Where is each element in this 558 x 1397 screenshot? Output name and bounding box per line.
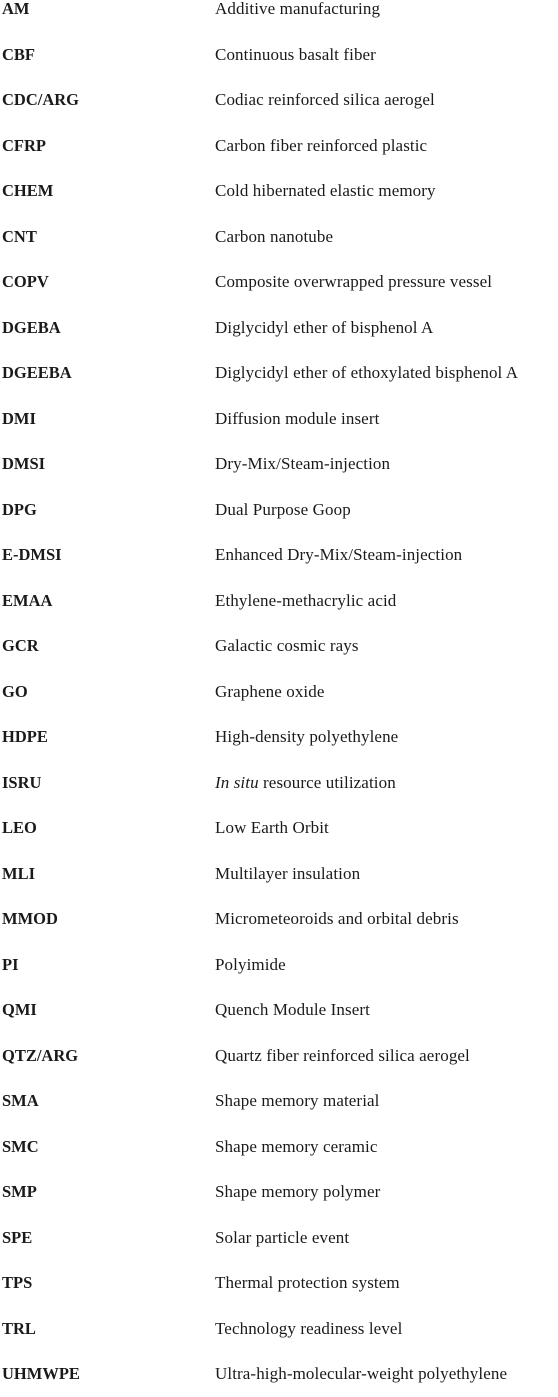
abbreviation-row xyxy=(0,1124,558,1170)
abbreviation-definition: Dual Purpose Goop xyxy=(215,499,351,519)
abbreviation-row xyxy=(0,896,558,942)
abbreviation-row xyxy=(0,532,558,578)
abbreviation-definition xyxy=(215,773,396,793)
abbreviation-definition: Galactic cosmic rays xyxy=(215,636,359,655)
abbreviation-term: TRL xyxy=(2,1318,36,1338)
abbreviation-definition: Polyimide xyxy=(215,954,286,974)
abbreviation-definition: Ultra-high-molecular-weight polyethylene xyxy=(215,1364,508,1383)
abbreviation-row xyxy=(0,259,558,305)
abbreviation-row xyxy=(0,760,558,806)
abbreviation-row xyxy=(0,987,558,1033)
abbreviation-definition: Carbon fiber reinforced plastic xyxy=(215,135,428,155)
abbreviation-term: CFRP xyxy=(2,135,46,155)
abbreviation-definition: Quench Module Insert xyxy=(215,1000,370,1019)
abbreviation-row xyxy=(0,1033,558,1079)
abbreviation-definition: Enhanced Dry-Mix/Steam-injection xyxy=(215,545,463,564)
abbreviation-term: CNT xyxy=(2,226,37,246)
abbreviation-row xyxy=(0,1260,558,1306)
abbreviation-definition: Multilayer insulation xyxy=(215,863,361,883)
abbreviation-definition-text: resource utilization xyxy=(258,772,396,792)
abbreviation-definition: Low Earth Orbit xyxy=(215,818,329,837)
abbreviation-definition: Diglycidyl ether of ethoxylated bisphenol A xyxy=(215,363,519,382)
abbreviation-term: SMP xyxy=(2,1182,37,1201)
abbreviation-definition-italic: In situ xyxy=(215,772,259,792)
abbreviation-definition: Quartz fiber reinforced silica aerogel xyxy=(215,1045,470,1065)
abbreviation-term: MMOD xyxy=(2,909,58,928)
abbreviation-term: HDPE xyxy=(2,727,48,746)
abbreviation-definition: Shape memory polymer xyxy=(215,1182,381,1201)
abbreviation-definition: Diffusion module insert xyxy=(215,408,380,428)
abbreviation-term: QMI xyxy=(2,1000,37,1019)
abbreviation-term: ISRU xyxy=(2,772,42,792)
abbreviation-definition: High-density polyethylene xyxy=(215,727,399,746)
abbreviation-row xyxy=(0,32,558,78)
abbreviation-term: E-DMSI xyxy=(2,545,62,564)
abbreviation-definition: Dry-Mix/Steam-injection xyxy=(215,454,391,473)
abbreviation-row xyxy=(0,77,558,123)
abbreviation-row xyxy=(0,714,558,760)
abbreviation-definition: Ethylene-methacrylic acid xyxy=(215,590,397,610)
abbreviation-term: DPG xyxy=(2,499,37,519)
abbreviation-row xyxy=(0,441,558,487)
abbreviation-term: AM xyxy=(2,0,30,18)
abbreviation-row xyxy=(0,942,558,988)
abbreviation-definition: Technology readiness level xyxy=(215,1318,403,1338)
abbreviation-row xyxy=(0,851,558,897)
abbreviation-term: SPE xyxy=(2,1227,33,1247)
abbreviation-row xyxy=(0,305,558,351)
abbreviation-definition: Cold hibernated elastic memory xyxy=(215,181,436,200)
abbreviation-row xyxy=(0,578,558,624)
abbreviation-definition: Composite overwrapped pressure vessel xyxy=(215,272,493,291)
abbreviation-definition: Continuous basalt fiber xyxy=(215,44,376,64)
abbreviation-definition: Shape memory material xyxy=(215,1091,380,1110)
abbreviation-term: PI xyxy=(2,954,19,974)
abbreviation-term: SMC xyxy=(2,1136,39,1156)
abbreviation-row xyxy=(0,1169,558,1215)
abbreviation-term: TPS xyxy=(2,1273,33,1292)
abbreviation-term: COPV xyxy=(2,272,49,291)
abbreviation-term: SMA xyxy=(2,1091,39,1110)
abbreviation-definition: Shape memory ceramic xyxy=(215,1136,378,1156)
abbreviation-definition: Diglycidyl ether of bisphenol A xyxy=(215,317,434,337)
abbreviation-row xyxy=(0,1306,558,1352)
abbreviation-term: CBF xyxy=(2,44,35,64)
abbreviation-term: EMAA xyxy=(2,590,53,610)
abbreviation-term: QTZ/ARG xyxy=(2,1045,79,1065)
abbreviation-row xyxy=(0,487,558,533)
abbreviation-definition: Micrometeoroids and orbital debris xyxy=(215,909,459,928)
abbreviation-row xyxy=(0,1215,558,1261)
abbreviation-row xyxy=(0,0,558,32)
abbreviation-definition: Thermal protection system xyxy=(215,1273,400,1292)
abbreviation-term: LEO xyxy=(2,818,37,837)
abbreviation-row xyxy=(0,168,558,214)
abbreviation-definition: Codiac reinforced silica aerogel xyxy=(215,90,435,109)
abbreviation-term: CDC/ARG xyxy=(2,90,79,109)
abbreviation-row xyxy=(0,669,558,715)
abbreviation-definition: Solar particle event xyxy=(215,1227,350,1247)
abbreviation-row xyxy=(0,396,558,442)
abbreviation-row xyxy=(0,123,558,169)
abbreviation-row xyxy=(0,805,558,851)
abbreviation-term: DGEEBA xyxy=(2,363,72,382)
abbreviation-row xyxy=(0,1351,558,1397)
abbreviation-term: GCR xyxy=(2,636,39,655)
abbreviation-row xyxy=(0,214,558,260)
abbreviation-definition: Graphene oxide xyxy=(215,681,325,701)
abbreviation-term: GO xyxy=(2,681,28,701)
abbreviation-definition: Additive manufacturing xyxy=(215,0,381,18)
abbreviation-term: CHEM xyxy=(2,181,54,200)
abbreviation-definition: Carbon nanotube xyxy=(215,226,334,246)
abbreviation-term: DMI xyxy=(2,408,36,428)
abbreviation-row xyxy=(0,623,558,669)
abbreviation-term: DMSI xyxy=(2,454,46,473)
abbreviation-row xyxy=(0,1078,558,1124)
abbreviation-row xyxy=(0,350,558,396)
abbreviation-term: MLI xyxy=(2,863,35,883)
abbreviation-term: UHMWPE xyxy=(2,1364,80,1383)
abbreviation-term: DGEBA xyxy=(2,317,61,337)
